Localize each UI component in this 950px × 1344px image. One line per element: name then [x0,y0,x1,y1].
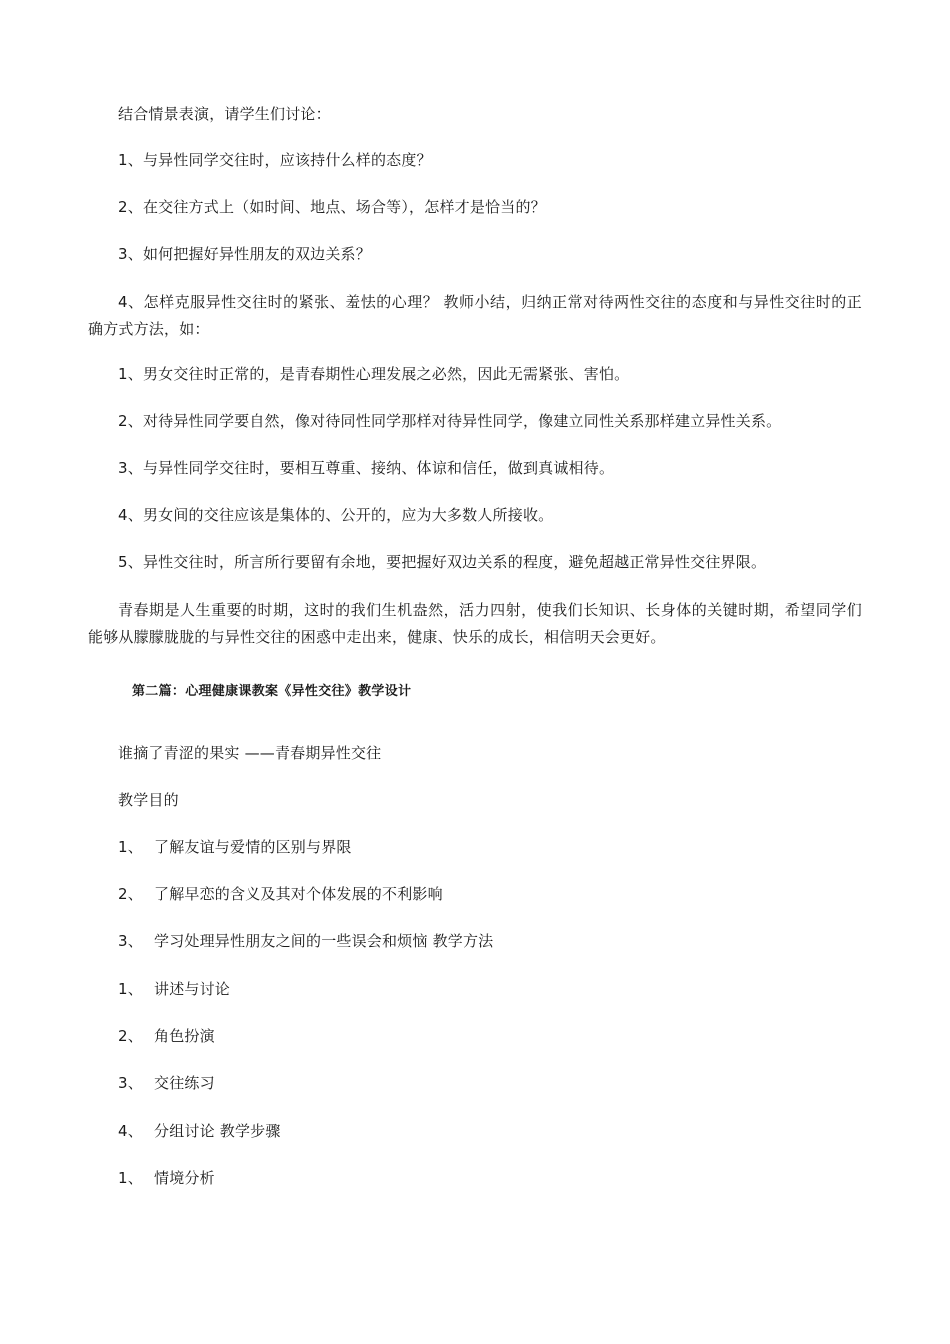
question-4-with-summary: 4、怎样克服异性交往时的紧张、羞怯的心理？ 教师小结，归纳正常对待两性交往的态度和与异性交往时的正确方式方法，如： [88,293,862,338]
method-item [118,1073,215,1093]
question-2: 2、在交往方式上（如时间、地点、场合等），怎样才是恰当的？ [118,198,546,216]
method-text: 讲述与讨论 [154,980,231,998]
goal-text: 了解友谊与爱情的区别与界限 [154,838,352,856]
method-number: 3、 [118,1074,143,1092]
lesson-subtitle: 谁摘了青涩的果实 ——青春期异性交往 [118,744,382,762]
goal-text: 了解早恋的含义及其对个体发展的不利影响 [154,885,443,903]
question-3: 3、如何把握好异性朋友的双边关系？ [118,245,371,263]
method-text: 交往练习 [154,1074,215,1092]
goal-number: 2、 [118,885,143,903]
goal-item [118,931,493,951]
method-text: 角色扮演 [154,1027,215,1045]
goals-title: 教学目的 [118,791,179,809]
method-number: 4、 [118,1122,143,1140]
goal-number: 3、 [118,932,143,950]
method-text: 分组讨论 教学步骤 [154,1122,281,1140]
intro-line: 结合情景表演，请学生们讨论： [118,105,331,123]
answer-1: 1、男女交往时正常的，是青春期性心理发展之必然，因此无需紧张、害怕。 [118,365,630,383]
answer-3: 3、与异性同学交往时，要相互尊重、接纳、体谅和信任，做到真诚相待。 [118,459,615,477]
goal-item [118,884,443,904]
method-number: 2、 [118,1027,143,1045]
method-item [118,1121,281,1141]
section-heading: 第二篇：心理健康课教案《异性交往》教学设计 [132,684,412,699]
step-text: 情境分析 [154,1169,215,1187]
answer-2: 2、对待异性同学要自然，像对待同性同学那样对待异性同学，像建立同性关系那样建立异性关系。 [118,412,782,430]
answer-5: 5、异性交往时，所言所行要留有余地，要把握好双边关系的程度，避免超越正常异性交往界限。 [118,553,767,571]
method-item [118,979,230,999]
goal-text: 学习处理异性朋友之间的一些误会和烦恼 教学方法 [154,932,494,950]
step-item [118,1168,215,1188]
method-item [118,1026,215,1046]
goal-item [118,837,352,857]
goal-number: 1、 [118,838,143,856]
closing-paragraph: 青春期是人生重要的时期，这时的我们生机盎然，活力四射，使我们长知识、长身体的关键时期，希望同学们能够从朦朦胧胧的与异性交往的困惑中走出来，健康、快乐的成长，相信明天会更好。 [88,601,862,646]
question-1: 1、与异性同学交往时，应该持什么样的态度？ [118,151,432,169]
step-number: 1、 [118,1169,143,1187]
answer-4: 4、男女间的交往应该是集体的、公开的，应为大多数人所接收。 [118,506,554,524]
method-number: 1、 [118,980,143,998]
